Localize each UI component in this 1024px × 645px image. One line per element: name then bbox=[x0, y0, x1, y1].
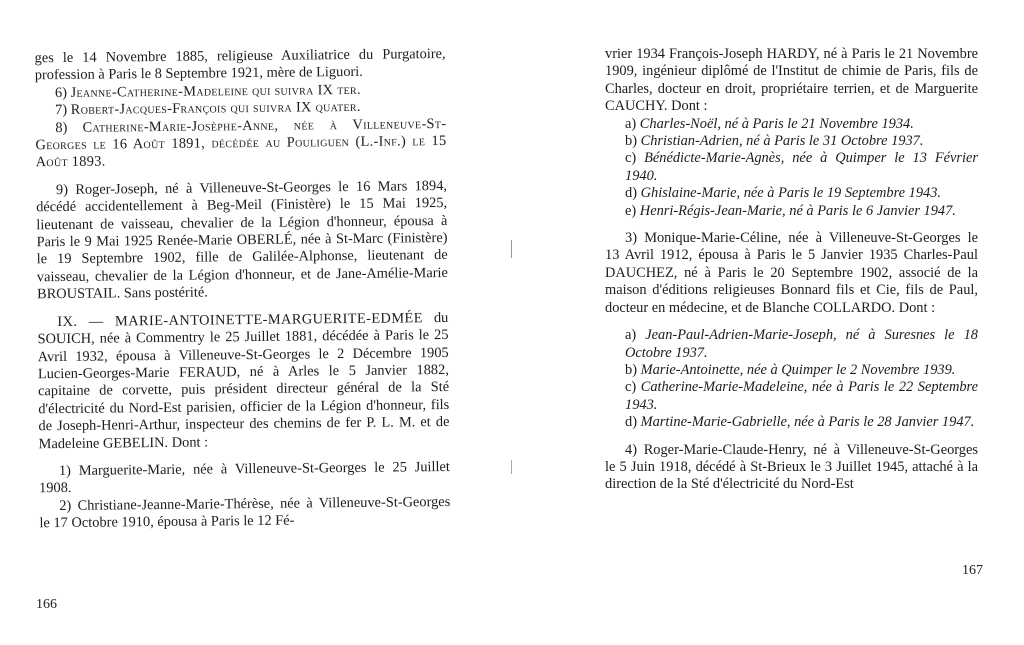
section-paragraph: IX. — MARIE-ANTOINETTE-MARGUERITE-EDMÉE du SOUICH, née à Commentry le 25 Juillet 1881, décédée à Paris le 25 Avril 1932, épousa à Villeneuve-St-Georges le 2 Décembre 1905 Lucien-Georges-Marie FERAUD, né à Arles le 5 Janvier 1882, capitaine de corvette, puis président directeur général de la Sté d'électricité du Nord-Est parisien, officier de la Légion d'honneur, fils de Joseph-Henri-Arthur, inspecteur des chemins de fer P. L. M. et de Madeleine GEBELIN. Dont : bbox=[37, 309, 450, 452]
list-item: c) Bénédicte-Marie-Agnès, née à Quimper le 13 Février 1940. bbox=[625, 150, 978, 184]
section-heading: IX. — MARIE-ANTOINETTE-MARGUERITE-EDMÉE bbox=[57, 309, 423, 330]
page-number: 166 bbox=[36, 597, 57, 612]
list-item: d) Ghislaine-Marie, née à Paris le 19 Septembre 1943. bbox=[625, 185, 942, 202]
list-item: 8) Catherine-Marie-Josèphe-Anne, née à Villeneuve-St-Georges le 16 Août 1891, décédée au Pouliguen (L.-Inf.) le 15 Août 1893. bbox=[35, 115, 447, 171]
list-item: 7) Robert-Jacques-François qui suivra IX quater. bbox=[55, 99, 361, 119]
list-item: 2) Christiane-Jeanne-Marie-Thérèse, née à Villeneuve-St-Georges le 17 Octobre 1910, épousa à Paris le 12 Fé- bbox=[39, 493, 451, 532]
page-number: 167 bbox=[962, 563, 983, 578]
paragraph: ges le 14 Novembre 1885, religieuse Auxiliatrice du Purgatoire, profession à Paris le 8 Septembre 1921, mère de Liguori. bbox=[34, 45, 446, 84]
list-item: a) Jean-Paul-Adrien-Marie-Joseph, né à Suresnes le 18 Octobre 1937. bbox=[625, 327, 978, 361]
list-item: e) Henri-Régis-Jean-Marie, né à Paris le 6 Janvier 1947. bbox=[625, 202, 956, 219]
list-item: 6) Jeanne-Catherine-Madeleine qui suivra IX ter. bbox=[54, 81, 361, 101]
list-item: c) Catherine-Marie-Madeleine, née à Paris le 22 Septembre 1943. bbox=[625, 379, 978, 413]
list-item: b) Christian-Adrien, né à Paris le 31 Octobre 1937. bbox=[625, 133, 924, 150]
list-item: a) Charles-Noël, né à Paris le 21 Novembre 1934. bbox=[625, 115, 914, 132]
list-item: 3) Monique-Marie-Céline, née à Villeneuve-St-Georges le 13 Avril 1912, épousa à Paris le 5 Janvier 1935 Charles-Paul DAUCHEZ, né à Paris le 20 Septembre 1902, associé de la maison d'éditions religieuses Bonnard fils et Cie, fils de Paul, docteur en médecine, et de Blanche COLLARDO. Dont : bbox=[605, 230, 978, 316]
list-item: d) Martine-Marie-Gabrielle, née à Paris le 28 Janvier 1947. bbox=[625, 414, 975, 431]
gutter-mark bbox=[511, 460, 512, 474]
right-page bbox=[515, 0, 1024, 642]
list-item: 1) Marguerite-Marie, née à Villeneuve-St-Georges le 25 Juillet 1908. bbox=[39, 458, 450, 497]
gutter-mark bbox=[511, 240, 512, 258]
list-item: b) Marie-Antoinette, née à Quimper le 2 Novembre 1939. bbox=[625, 361, 956, 378]
list-item: 4) Roger-Marie-Claude-Henry, né à Villeneuve-St-Georges le 5 Juin 1918, décédé à St-Brieux le 3 Juillet 1945, attaché à la direction de la Sté d'électricité du Nord-Est bbox=[605, 441, 978, 493]
list-item: 9) Roger-Joseph, né à Villeneuve-St-Georges le 16 Mars 1894, décédé accidentellement à Beg-Meil (Finistère) le 15 Mai 1925, lieutenant de vaisseau, chevalier de la Légion d'honneur, épousa à Paris le 9 Mai 1925 Renée-Marie OBERLÉ, née à St-Marc (Finistère) le 19 Septembre 1902, fille de Galilée-Alphonse, lieutenant de vaisseau, chevalier de la Légion d'honneur, et de Jane-Amélie-Marie BROUSTAIL. Sans postérité. bbox=[36, 177, 448, 303]
paragraph: vrier 1934 François-Joseph HARDY, né à Paris le 21 Novembre 1909, ingénieur diplômé de l'Institut de chimie de Paris, fils de Charles, docteur en droit, propriétaire terrien, et de Marguerite CAUCHY. Dont : bbox=[605, 46, 978, 115]
